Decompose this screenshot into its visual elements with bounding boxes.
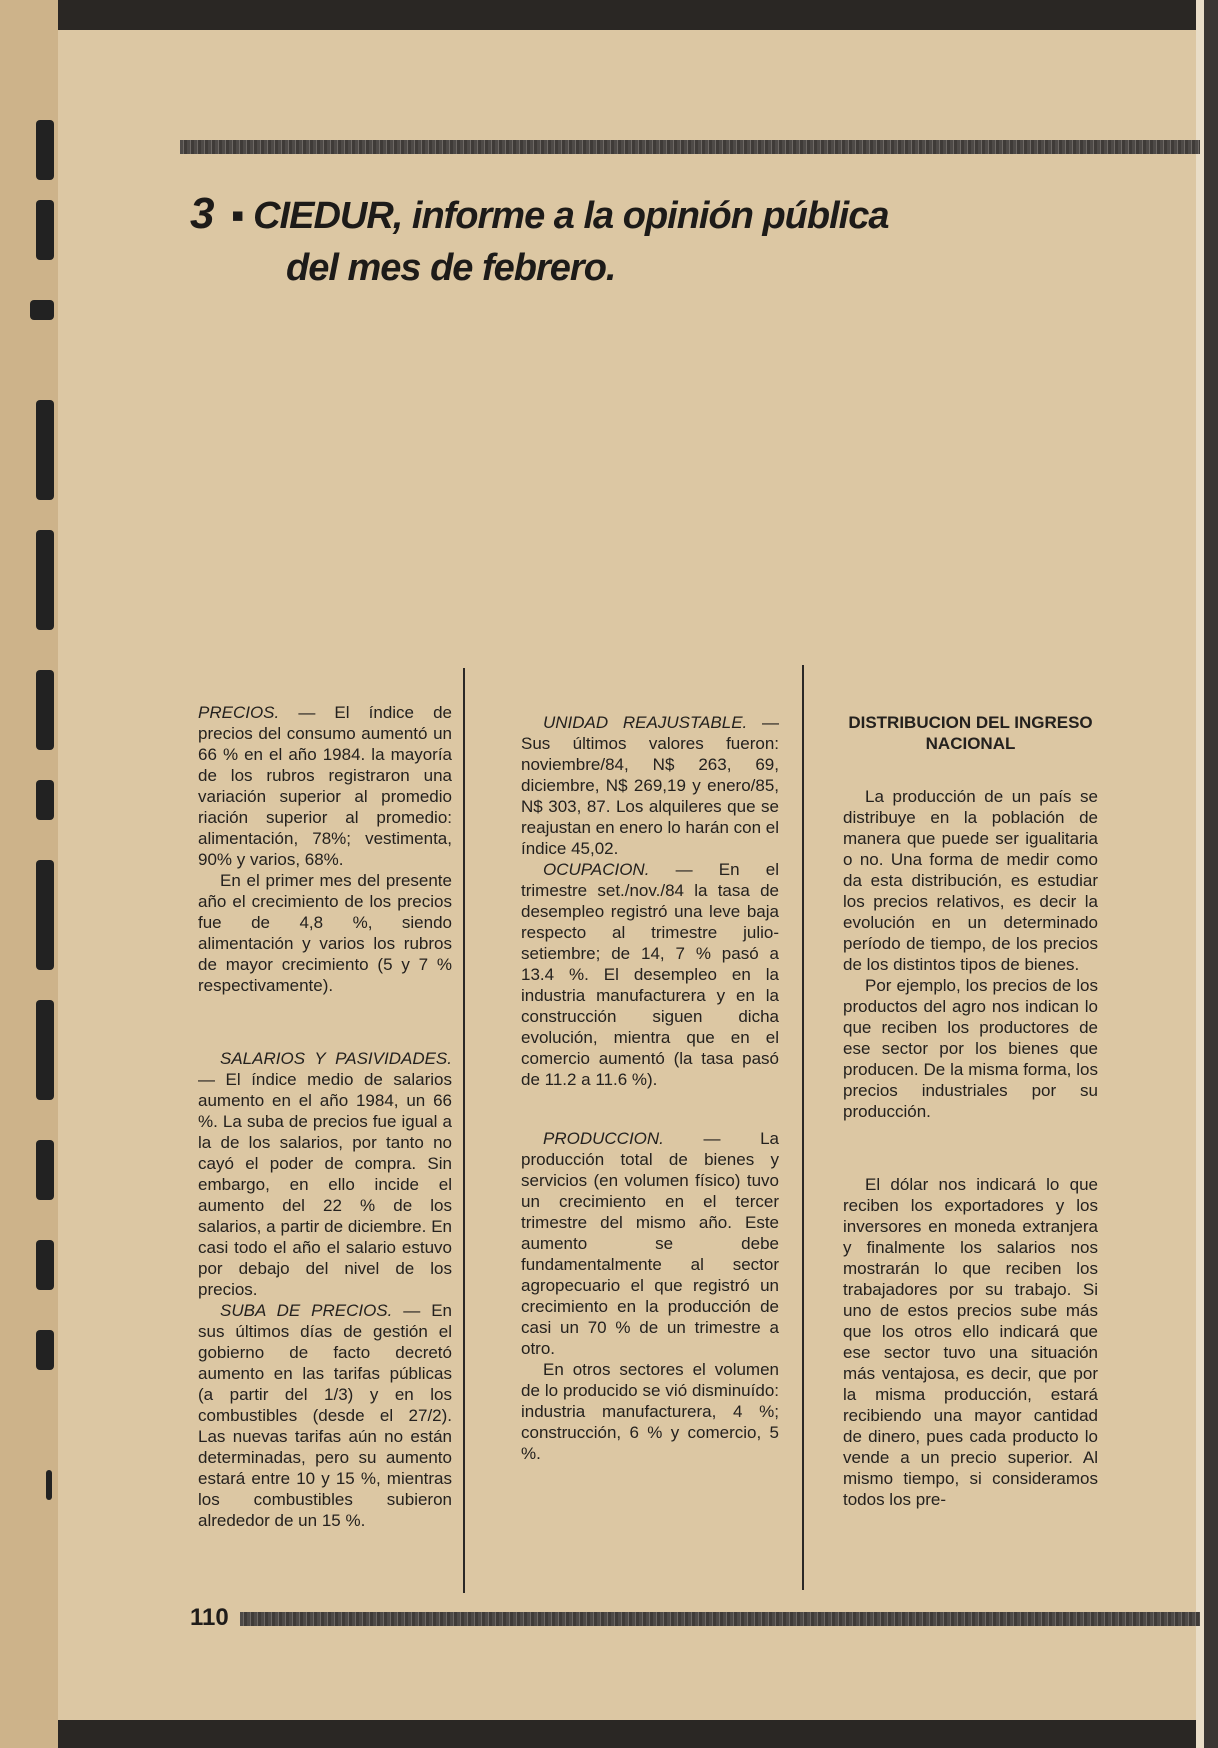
paragraph: En el primer mes del presente año el crecimiento de los precios fue de 4,8 %, siendo alimentación y varios los rubros de mayor crecimiento (5 y 7 % respectivamente). xyxy=(198,871,452,995)
section-label: SUBA DE PRECIOS. xyxy=(220,1301,393,1320)
column-divider xyxy=(802,665,804,1590)
paragraph: El dólar nos indicará lo que reciben los exportadores y los inversores en moneda extranjera y finalmente los salarios nos mostrarán lo que reciben los trabajadores por su trabajo. Si uno de estos precios sube más que los otros ello indicará que ese sector tuvo una situación más ventajosa, es decir, que por la misma producción, estará recibiendo una mayor cantidad de dinero, pues cada producto lo vende a un precio superior. Al mismo tiempo, si consideramos todos los pre- xyxy=(843,1175,1098,1509)
paragraph: En otros sectores el volumen de lo producido se vió disminuído: industria manufacturera, 4 %; construcción, 6 % y comercio, 5 %. xyxy=(521,1360,779,1463)
edge-mark xyxy=(36,1240,54,1290)
edge-mark xyxy=(36,530,54,630)
title-line-1: CIEDUR, informe a la opinión pública xyxy=(253,195,889,237)
title-line-2: del mes de febrero. xyxy=(286,247,616,289)
page-number: 110 xyxy=(190,1604,229,1631)
edge-mark xyxy=(36,200,54,260)
left-page-edge xyxy=(0,0,58,1748)
section-label: PRODUCCION. xyxy=(543,1129,664,1148)
paragraph-text: — El índice medio de salarios aumento en el año 1984, un 66 %. La suba de precios fue igual a la de los salarios, por tanto no cayó el poder de compra. Sin embargo, en ello incide el aumento del 22 % de los salarios, a partir de diciembre. En casi todo el año el salario estuvo por debajo del nivel de los precios. xyxy=(198,1070,452,1299)
paragraph xyxy=(521,859,779,1090)
section-label: UNIDAD REAJUSTABLE. xyxy=(543,713,748,732)
article-title xyxy=(190,188,1090,294)
edge-mark xyxy=(46,1470,52,1500)
edge-mark xyxy=(36,1140,54,1200)
paragraph: Por ejemplo, los precios de los productos del agro nos indican lo que reciben los productores de ese sector por los bienes que producen. De la misma forma, los precios industriales por su producción. xyxy=(843,976,1098,1121)
edge-mark xyxy=(36,1000,54,1100)
right-page-edge xyxy=(1196,0,1204,1748)
edge-mark xyxy=(36,1330,54,1370)
edge-mark xyxy=(36,860,54,970)
section-label: OCUPACION. xyxy=(543,860,650,879)
right-scan-edge xyxy=(1204,0,1218,1748)
title-separator: ▪ xyxy=(231,195,244,237)
edge-mark xyxy=(30,300,54,320)
edge-mark xyxy=(36,670,54,750)
bottom-rule xyxy=(240,1612,1200,1626)
paragraph xyxy=(521,712,779,859)
paragraph xyxy=(521,1128,779,1359)
paragraph: La producción de un país se distribuye en la población de manera que puede ser igualitaria o no. Una forma de medir como da esta distribución, es estudiar los precios relativos, es decir la evolución en un determinado período de tiempo, de los precios de los distintos tipos de bienes. xyxy=(843,787,1098,974)
paragraph-text: — En sus últimos días de gestión el gobierno de facto decretó aumento en las tarifas públicas (a partir del 1/3) y en los combustibles (desde el 27/2). Las nuevas tarifas aún no están determinadas, pero su aumento estará entre 10 y 15 %, mientras los combustibles subieron alrededor de un 15 %. xyxy=(198,1301,452,1530)
section-label: PRECIOS. xyxy=(198,703,280,722)
paragraph-text: — El índice de precios del consumo aumentó un 66 % en el año 1984. la mayoría de los rubros registraron una variación superior al promedio riación superior al promedio: alimentación, 78%; vestimenta, 90% y varios, 68%. xyxy=(198,703,452,869)
paragraph xyxy=(198,1300,452,1531)
column-divider xyxy=(463,668,465,1593)
edge-mark xyxy=(36,120,54,180)
paragraph xyxy=(198,702,452,870)
paragraph-text: — La producción total de bienes y servicios (en volumen físico) tuvo un crecimiento en el tercer trimestre del mismo año. Este aumento se debe fundamentalmente al sector agropecuario el que registró un crecimiento en la producción de casi un 70 % de un trimestre a otro. xyxy=(521,1129,779,1358)
article-number: 3 xyxy=(190,189,214,238)
column-1 xyxy=(198,702,452,1531)
column-3 xyxy=(843,712,1098,1510)
section-heading: DISTRIBUCION DEL INGRESO NACIONAL xyxy=(848,713,1093,753)
paragraph-text: — Sus últimos valores fueron: noviembre/84, N$ 263, 69, diciembre, N$ 269,19 y enero/85, N$ 303, 87. Los alquileres que se reajustan en enero lo harán con el índice 45,02. xyxy=(521,713,780,858)
paragraph xyxy=(198,1048,452,1300)
edge-mark xyxy=(36,400,54,500)
paragraph-text: — En el trimestre set./nov./84 la tasa de desempleo registró una leve baja respecto al trimestre julio-setiembre; de 14, 7 % pasó a 13.4 %. El desempleo en la industria manufacturera y en la construcción siguen dicha evolución, mientra que en el comercio aumentó (la tasa pasó de 11.2 a 11.6 %). xyxy=(521,860,779,1089)
section-label: SALARIOS Y PASIVIDADES. xyxy=(220,1049,452,1068)
top-rule xyxy=(180,140,1200,154)
edge-mark xyxy=(36,780,54,820)
column-2 xyxy=(521,712,779,1464)
top-scan-edge xyxy=(0,0,1218,10)
